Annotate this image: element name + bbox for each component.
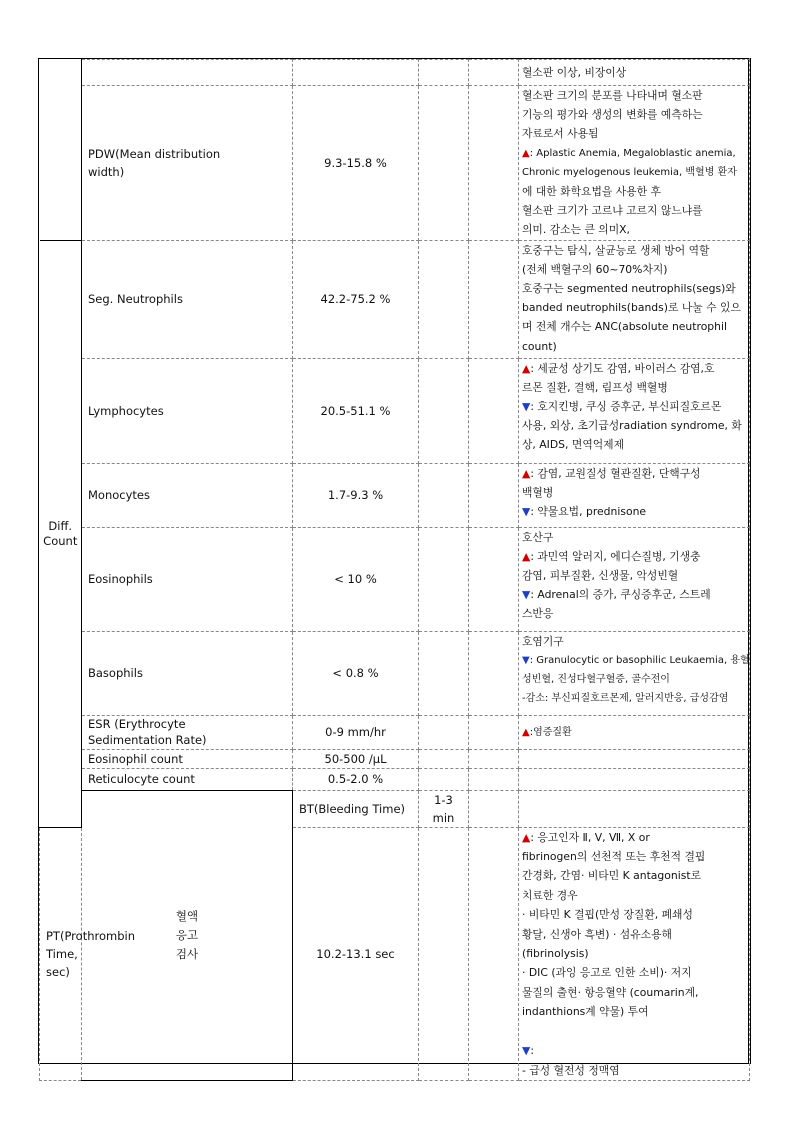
group-label: 검사 bbox=[175, 946, 199, 961]
empty-cell bbox=[419, 715, 469, 749]
reference-range: < 0.8 % bbox=[293, 631, 419, 715]
note-line: Chronic myelogenous leukemia, 백혈병 환자 bbox=[522, 166, 737, 178]
red-up-triangle-icon: ▲ bbox=[522, 361, 531, 375]
test-name-cell bbox=[82, 715, 293, 749]
empty-cell bbox=[469, 60, 519, 86]
note-line: 사용, 외상, 초기급성radiation syndrome, 화 bbox=[522, 419, 742, 433]
note-line bbox=[522, 1022, 747, 1041]
table-row bbox=[40, 790, 750, 827]
group-label: 응고 bbox=[175, 927, 199, 942]
blue-down-triangle-icon: ▼ bbox=[522, 588, 531, 602]
note-line: · 비타민 K 결핍(만성 장질환, 폐쇄성 bbox=[522, 908, 693, 922]
reference-range: 50-500 /μL bbox=[293, 749, 419, 768]
note-line: 혈소판 크기가 고르냐 고르지 않느냐를 bbox=[522, 204, 703, 218]
note-cell bbox=[519, 463, 750, 527]
reference-range: 0.5-2.0 % bbox=[293, 768, 419, 790]
note-line: - 급성 혈전성 정맥염 bbox=[522, 1063, 620, 1077]
blue-down-triangle-icon: ▼ bbox=[522, 1044, 531, 1058]
group-label: Diff. bbox=[48, 518, 73, 533]
note-cell bbox=[519, 749, 750, 768]
empty-cell bbox=[419, 463, 469, 527]
note-line bbox=[522, 1041, 747, 1060]
note-text: : 세균성 상기도 감염, 바이러스 감염,호 bbox=[530, 361, 715, 375]
reference-range: 42.2-75.2 % bbox=[293, 240, 419, 358]
empty-cell bbox=[469, 463, 519, 527]
note-line: 의미. 감소는 큰 의미X, bbox=[522, 223, 630, 237]
note-cell bbox=[519, 715, 750, 749]
note-line: -감소: 부신피질호르몬제, 알러지반응, 급성감염 bbox=[522, 693, 729, 705]
reference-range: 1.7-9.3 % bbox=[293, 463, 419, 527]
note-line: (전체 백혈구의 60~70%차지) bbox=[522, 262, 668, 276]
test-name: Eosinophils bbox=[82, 527, 293, 631]
note-line: 르몬 질환, 결핵, 림프성 백혈병 bbox=[522, 380, 668, 394]
note-cell bbox=[519, 86, 750, 241]
empty-cell bbox=[469, 631, 519, 715]
red-up-triangle-icon: ▲ bbox=[522, 466, 531, 480]
note-line bbox=[522, 502, 747, 521]
note-line bbox=[522, 651, 750, 670]
note-line: · DIC (과잉 응고로 인한 소비)· 저지 bbox=[522, 966, 692, 980]
note-line: 호염기구 bbox=[522, 634, 564, 648]
table-row bbox=[40, 240, 750, 358]
empty-cell bbox=[469, 827, 519, 1080]
note-line bbox=[522, 828, 747, 847]
empty-cell bbox=[419, 527, 469, 631]
note-line bbox=[522, 585, 747, 604]
test-name-cell bbox=[82, 86, 293, 241]
empty-cell bbox=[419, 768, 469, 790]
reference-range: < 10 % bbox=[293, 527, 419, 631]
note-text: : 과민역 알러지, 에디슨질병, 기생충 bbox=[530, 549, 701, 563]
empty-cell bbox=[469, 240, 519, 358]
empty-cell bbox=[469, 768, 519, 790]
note-line: banded neutrophils(bands)로 나눌 수 있으 bbox=[522, 301, 741, 315]
note-cell bbox=[519, 631, 750, 715]
note-line: 간경화, 간염· 비타민 K antagonist로 bbox=[522, 869, 702, 883]
note-line: 호산구 bbox=[522, 530, 554, 544]
table-row bbox=[40, 463, 750, 527]
test-name: width) bbox=[88, 164, 125, 179]
empty-cell bbox=[469, 358, 519, 463]
test-name: Basophils bbox=[82, 631, 293, 715]
note-line: (fibrinolysis) bbox=[522, 947, 589, 961]
note-text: : Adrenal의 증가, 쿠싱증후군, 스트레 bbox=[530, 588, 711, 602]
test-name: Reticulocyte count bbox=[82, 768, 293, 790]
empty-cell bbox=[419, 631, 469, 715]
test-name: Lymphocytes bbox=[82, 358, 293, 463]
note-line: fibrinogen의 선천적 또는 후천적 결핍 bbox=[522, 850, 706, 864]
note-line: 에 대한 화학요법을 사용한 후 bbox=[522, 185, 661, 199]
note-line: 호중구는 segmented neutrophils(segs)와 bbox=[522, 282, 736, 296]
note-line: 물질의 출현· 항응혈약 (coumarin계, bbox=[522, 985, 699, 999]
note-line bbox=[522, 723, 747, 742]
note-line: 성빈혈, 진성다혈구혈증, 골수전이 bbox=[522, 674, 670, 686]
lab-reference-sheet bbox=[38, 58, 751, 1077]
table-row bbox=[40, 86, 750, 241]
empty-cell bbox=[419, 358, 469, 463]
group-label: Count bbox=[43, 533, 78, 548]
test-name: PT(Prothrombin Time, sec) bbox=[40, 827, 82, 1080]
reference-range: 20.5-51.1 % bbox=[293, 358, 419, 463]
test-name-cell bbox=[82, 60, 293, 86]
note-line: 감염, 피부질환, 신생물, 악성빈혈 bbox=[522, 569, 679, 583]
note-line: 며 전체 개수는 ANC(absolute neutrophil bbox=[522, 320, 728, 334]
note-line: 호중구는 탐식, 살균능로 생체 방어 역할 bbox=[522, 243, 710, 257]
note-line: 혈소판 이상, 비장이상 bbox=[522, 65, 627, 79]
note-line: 황달, 신생아 흑변) · 섬유소용해 bbox=[522, 927, 672, 941]
note-line: 스반응 bbox=[522, 607, 554, 621]
reference-range: 0-9 mm/hr bbox=[293, 715, 419, 749]
note-text: : 감염, 교원질성 혈관질환, 단핵구성 bbox=[530, 466, 701, 480]
empty-cell bbox=[419, 86, 469, 241]
red-up-triangle-icon: ▲ bbox=[522, 726, 530, 738]
empty-cell bbox=[419, 60, 469, 86]
note-text: : Granulocytic or basophilic Leukaemia, 용혈 bbox=[529, 654, 750, 666]
empty-cell bbox=[519, 790, 750, 827]
note-text: :염증질환 bbox=[529, 726, 572, 738]
lab-reference-table bbox=[39, 59, 750, 1081]
note-text: : bbox=[530, 1044, 534, 1058]
test-name: PDW(Mean distribution bbox=[88, 146, 221, 161]
reference-range-cell bbox=[293, 60, 419, 86]
empty-cell bbox=[469, 527, 519, 631]
empty-cell bbox=[419, 240, 469, 358]
reference-range: 9.3-15.8 % bbox=[293, 86, 419, 241]
note-text: : Aplastic Anemia, Megaloblastic anemia, bbox=[529, 147, 736, 159]
empty-cell bbox=[419, 749, 469, 768]
test-name: Monocytes bbox=[82, 463, 293, 527]
note-text: : 약물요법, prednisone bbox=[530, 505, 647, 519]
note-cell bbox=[519, 768, 750, 790]
note-line: 자료로서 사용됨 bbox=[522, 127, 599, 141]
group-cell-diff-count bbox=[40, 240, 82, 827]
note-cell bbox=[519, 827, 750, 1080]
table-row bbox=[40, 60, 750, 86]
group-cell-blood bbox=[40, 60, 82, 241]
note-cell bbox=[519, 358, 750, 463]
empty-cell bbox=[469, 749, 519, 768]
note-line bbox=[522, 547, 747, 566]
table-row bbox=[40, 715, 750, 749]
note-line: 상, AIDS, 면역억제제 bbox=[522, 438, 625, 452]
reference-range: 10.2-13.1 sec bbox=[293, 827, 419, 1080]
note-cell bbox=[519, 527, 750, 631]
table-row bbox=[40, 768, 750, 790]
test-name: Seg. Neutrophils bbox=[82, 240, 293, 358]
note-cell bbox=[519, 240, 750, 358]
table-row bbox=[40, 749, 750, 768]
test-name: BT(Bleeding Time) bbox=[293, 790, 419, 827]
note-line: 치료한 경우 bbox=[522, 888, 578, 902]
empty-cell bbox=[469, 715, 519, 749]
blue-down-triangle-icon: ▼ bbox=[522, 505, 531, 519]
red-up-triangle-icon: ▲ bbox=[522, 549, 531, 563]
note-line: count) bbox=[522, 339, 557, 353]
empty-cell bbox=[469, 86, 519, 241]
note-text: : 호지킨병, 쿠싱 증후군, 부신피질호르몬 bbox=[530, 400, 722, 414]
table-row bbox=[40, 358, 750, 463]
blue-down-triangle-icon: ▼ bbox=[522, 400, 531, 414]
note-line bbox=[522, 397, 747, 416]
empty-cell bbox=[419, 827, 469, 1080]
note-line: indanthions계 약물) 투여 bbox=[522, 1005, 649, 1019]
group-label: 혈액 bbox=[175, 908, 199, 923]
note-line bbox=[522, 464, 747, 483]
note-line: 백혈병 bbox=[522, 485, 554, 499]
red-up-triangle-icon: ▲ bbox=[522, 147, 530, 159]
note-cell bbox=[519, 60, 750, 86]
reference-range: 1-3 min bbox=[419, 790, 469, 827]
note-line bbox=[522, 144, 747, 163]
test-name: Eosinophil count bbox=[82, 749, 293, 768]
note-line: 기능의 평가와 생성의 변화를 예측하는 bbox=[522, 108, 703, 122]
blue-down-triangle-icon: ▼ bbox=[522, 654, 530, 666]
test-name: Sedimentation Rate) bbox=[88, 733, 207, 748]
note-line bbox=[522, 359, 747, 378]
red-up-triangle-icon: ▲ bbox=[522, 830, 531, 844]
table-row bbox=[40, 527, 750, 631]
note-text: : 응고인자 Ⅱ, Ⅴ, Ⅶ, Ⅹ or bbox=[530, 830, 650, 844]
table-row bbox=[40, 631, 750, 715]
note-line: 혈소판 크기의 분포를 나타내며 혈소판 bbox=[522, 89, 703, 102]
empty-cell bbox=[469, 790, 519, 827]
test-name: ESR (Erythrocyte bbox=[88, 717, 186, 732]
